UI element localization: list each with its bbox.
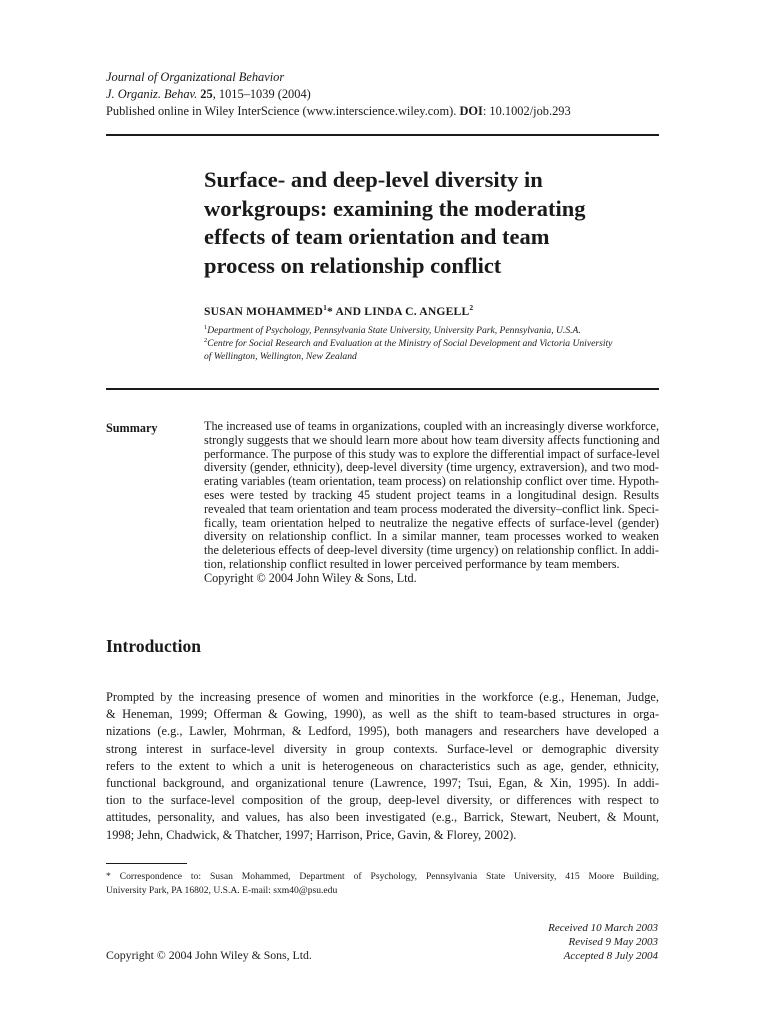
intro-line: 1998; Jehn, Chadwick, & Thatcher, 1997; Harrison, Price, Gavin, & Florey, 2002). xyxy=(106,827,517,842)
summary-line: diversity (gender, ethnicity), deep-level diversity (time urgency, extraversion), and two mod- xyxy=(204,460,659,475)
received-dates xyxy=(548,921,658,963)
summary-line: The increased use of teams in organizations, coupled with an increasingly diverse workforce, xyxy=(204,419,659,433)
doi-value: : 10.1002/job.293 xyxy=(482,104,571,118)
summary-line: strongly suggests that we should learn more about how team diversity affects functioning and xyxy=(204,432,660,447)
intro-line: Prompted by the increasing presence of women and minorities in the workforce (e.g., Heneman, Judge, xyxy=(106,690,659,704)
published-online: Published online in Wiley InterScience (www.interscience.wiley.com). xyxy=(106,104,457,118)
revised-date: Revised 9 May 2003 xyxy=(568,936,658,948)
footnote-line: * Correspondence to: Susan Mohammed, Department of Psychology, Pennsylvania State University, 415 Moore Building, xyxy=(106,871,659,882)
footnote xyxy=(106,870,659,898)
aff-1-text: Department of Psychology, Pennsylvania State University, University Park, Pennsylvania, U.S.A. xyxy=(207,325,581,337)
summary-line: tion, relationship conflict resulted in lower perceived performance by team members. xyxy=(204,556,620,571)
aff-2-mark: 2 xyxy=(204,337,208,344)
aff-2-text: Centre for Social Research and Evaluation at the Ministry of Social Development and Victoria University xyxy=(207,338,613,350)
author-2: LINDA C. ANGELL xyxy=(364,304,470,318)
intro-line: functional background, and organizational tenure (Lawrence, 1997; Tsui, Egan, & Xin, 1995). In addi- xyxy=(106,776,659,791)
author-and: AND xyxy=(333,304,365,318)
published-line xyxy=(106,103,571,120)
author-2-mark: 2 xyxy=(469,303,474,312)
summary-line: performance. The purpose of this study was to explore the differential impact of surface-level xyxy=(204,446,660,461)
summary-line: fically, team orientation helped to neutralize the negative effects of surface-level (gender) xyxy=(204,515,659,530)
title-line: process on relationship conflict xyxy=(204,252,502,278)
corresponding-mark: * xyxy=(327,304,334,318)
citation-prefix: J. Organiz. Behav. xyxy=(106,87,198,101)
summary-line: revealed that team orientation and team process moderated the diversity–conflict link. Speci- xyxy=(204,501,659,516)
summary-line: eses were tested by tracking 45 student project teams in a longitudinal design. Results xyxy=(204,487,659,502)
title-line: Surface- and deep-level diversity in xyxy=(204,167,543,192)
aff-1-mark: 1 xyxy=(204,324,208,331)
citation-line xyxy=(106,86,571,103)
title-rule xyxy=(106,388,659,390)
received-date: Received 10 March 2003 xyxy=(548,922,658,934)
summary-text xyxy=(204,420,659,586)
pages: , 1015–1039 (2004) xyxy=(212,87,311,101)
affiliation-2 xyxy=(204,334,664,363)
summary-line: the deleterious effects of deep-level diversity (time urgency) on relationship conflict. In addi- xyxy=(204,543,659,558)
introduction-heading: Introduction xyxy=(106,636,201,656)
title-line: workgroups: examining the moderating xyxy=(204,195,586,221)
intro-line: nizations (e.g., Lawler, Mohrman, & Ledford, 1995), both managers and researchers have developed a xyxy=(106,724,659,739)
journal-header xyxy=(106,69,571,120)
aff-2-text-cont: of Wellington, Wellington, New Zealand xyxy=(204,351,357,363)
introduction-text xyxy=(106,689,659,844)
intro-line: refers to the extent to which a unit is heterogeneous on characteristics such as age, gender, ethnicity, xyxy=(106,758,659,773)
summary-line: erating variables (team orientation, team process) on relationship conflict over time. Hypoth- xyxy=(204,474,659,489)
doi-label: DOI xyxy=(459,104,483,118)
article-title xyxy=(204,166,659,280)
journal-name: Journal of Organizational Behavior xyxy=(106,70,285,84)
header-rule xyxy=(106,134,659,136)
summary-copyright: Copyright © 2004 John Wiley & Sons, Ltd. xyxy=(204,570,417,585)
intro-line: strong interest in surface-level diversity in group contexts. Surface-level or demographic diversity xyxy=(106,741,659,756)
author-1-mark: 1 xyxy=(323,303,328,312)
author-1: SUSAN MOHAMMED xyxy=(204,304,324,318)
page-copyright: Copyright © 2004 John Wiley & Sons, Ltd. xyxy=(106,948,312,962)
title-line: effects of team orientation and team xyxy=(204,224,550,249)
intro-line: & Heneman, 1999; Offerman & Gowing, 1990), as well as the shift to team-based structures in orga- xyxy=(106,707,659,722)
footnote-rule xyxy=(106,863,187,864)
intro-line: tion to the surface-level composition of the group, deep-level diversity, or differences with respect to xyxy=(106,793,659,808)
footnote-line: University Park, PA 16802, U.S.A. E-mail: sxm40@psu.edu xyxy=(106,885,338,896)
volume: 25 xyxy=(200,87,213,101)
intro-line: attitudes, personality, and values, has also been investigated (e.g., Barrick, Stewart, Neubert, & Mount, xyxy=(106,810,659,825)
summary-label: Summary xyxy=(106,421,158,435)
summary-line: diversity on relationship conflict. In a similar manner, team processes worked to weaken xyxy=(204,529,659,544)
accepted-date: Accepted 8 July 2004 xyxy=(563,950,658,962)
author-list xyxy=(204,303,473,318)
